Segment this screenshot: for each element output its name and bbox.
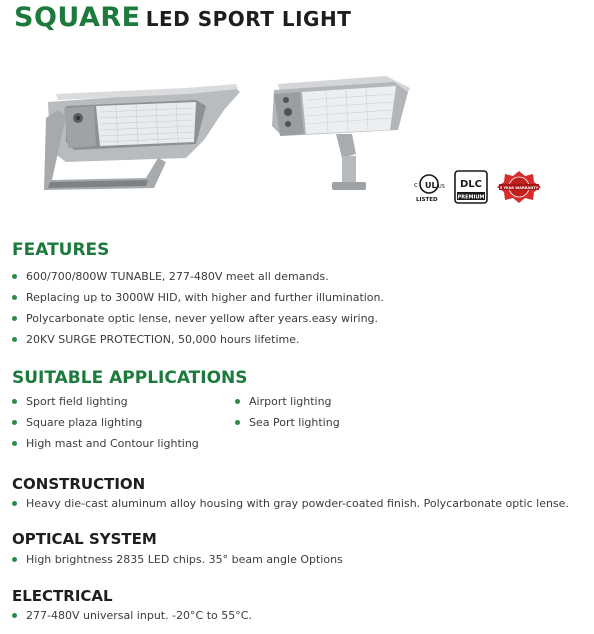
ul-listed-icon: [412, 172, 446, 204]
bullet-icon: [12, 557, 17, 562]
warranty-text: 5 YEAR WARRANTY: [499, 185, 539, 190]
construction-item: Heavy die-cast aluminum alloy housing with gray powder-coated finish. Polycarbonate optic lense.: [12, 497, 569, 511]
bullet-icon: [12, 441, 17, 446]
feature-item: 20KV SURGE PROTECTION, 50,000 hours lifetime.: [12, 333, 300, 347]
application-item: Airport lighting: [235, 395, 332, 409]
ul-listed-text: LISTED: [416, 197, 438, 203]
bullet-icon: [12, 337, 17, 342]
dlc-premium-icon: [454, 170, 488, 204]
product-image-right: [266, 70, 412, 196]
feature-item: Replacing up to 3000W HID, with higher and further illumination.: [12, 291, 384, 305]
ul-c-text: c: [414, 181, 418, 189]
bullet-icon: [12, 316, 17, 321]
title-rest: LED SPORT LIGHT: [145, 7, 352, 31]
optical-title: OPTICAL SYSTEM: [12, 530, 157, 548]
dlc-sub: PREMIUM: [457, 194, 485, 201]
warranty-badge-icon: [496, 170, 542, 204]
electrical-title: ELECTRICAL: [12, 587, 113, 605]
application-item: Square plaza lighting: [12, 416, 142, 430]
bullet-icon: [12, 501, 17, 506]
ul-us-text: US: [438, 184, 445, 190]
electrical-item: 277-480V universal input. -20°C to 55°C.: [12, 609, 252, 623]
dlc-label: DLC: [459, 179, 483, 190]
bullet-icon: [12, 613, 17, 618]
application-item: Sport field lighting: [12, 395, 128, 409]
svg-text:UL: UL: [425, 181, 437, 190]
feature-item: Polycarbonate optic lense, never yellow after years.easy wiring.: [12, 312, 378, 326]
bullet-icon: [12, 274, 17, 279]
applications-title: SUITABLE APPLICATIONS: [12, 368, 248, 388]
features-title: FEATURES: [12, 240, 110, 260]
bullet-icon: [12, 420, 17, 425]
product-image-left: [36, 80, 242, 200]
bullet-icon: [12, 295, 17, 300]
construction-title: CONSTRUCTION: [12, 475, 146, 493]
application-item: High mast and Contour lighting: [12, 437, 199, 451]
bullet-icon: [12, 399, 17, 404]
bullet-icon: [235, 399, 240, 404]
optical-item: High brightness 2835 LED chips. 35° beam angle Options: [12, 553, 343, 567]
feature-item: 600/700/800W TUNABLE, 277-480V meet all demands.: [12, 270, 329, 284]
page-title: [14, 2, 351, 33]
title-highlight: SQUARE: [14, 2, 141, 33]
bullet-icon: [235, 420, 240, 425]
application-item: Sea Port lighting: [235, 416, 340, 430]
